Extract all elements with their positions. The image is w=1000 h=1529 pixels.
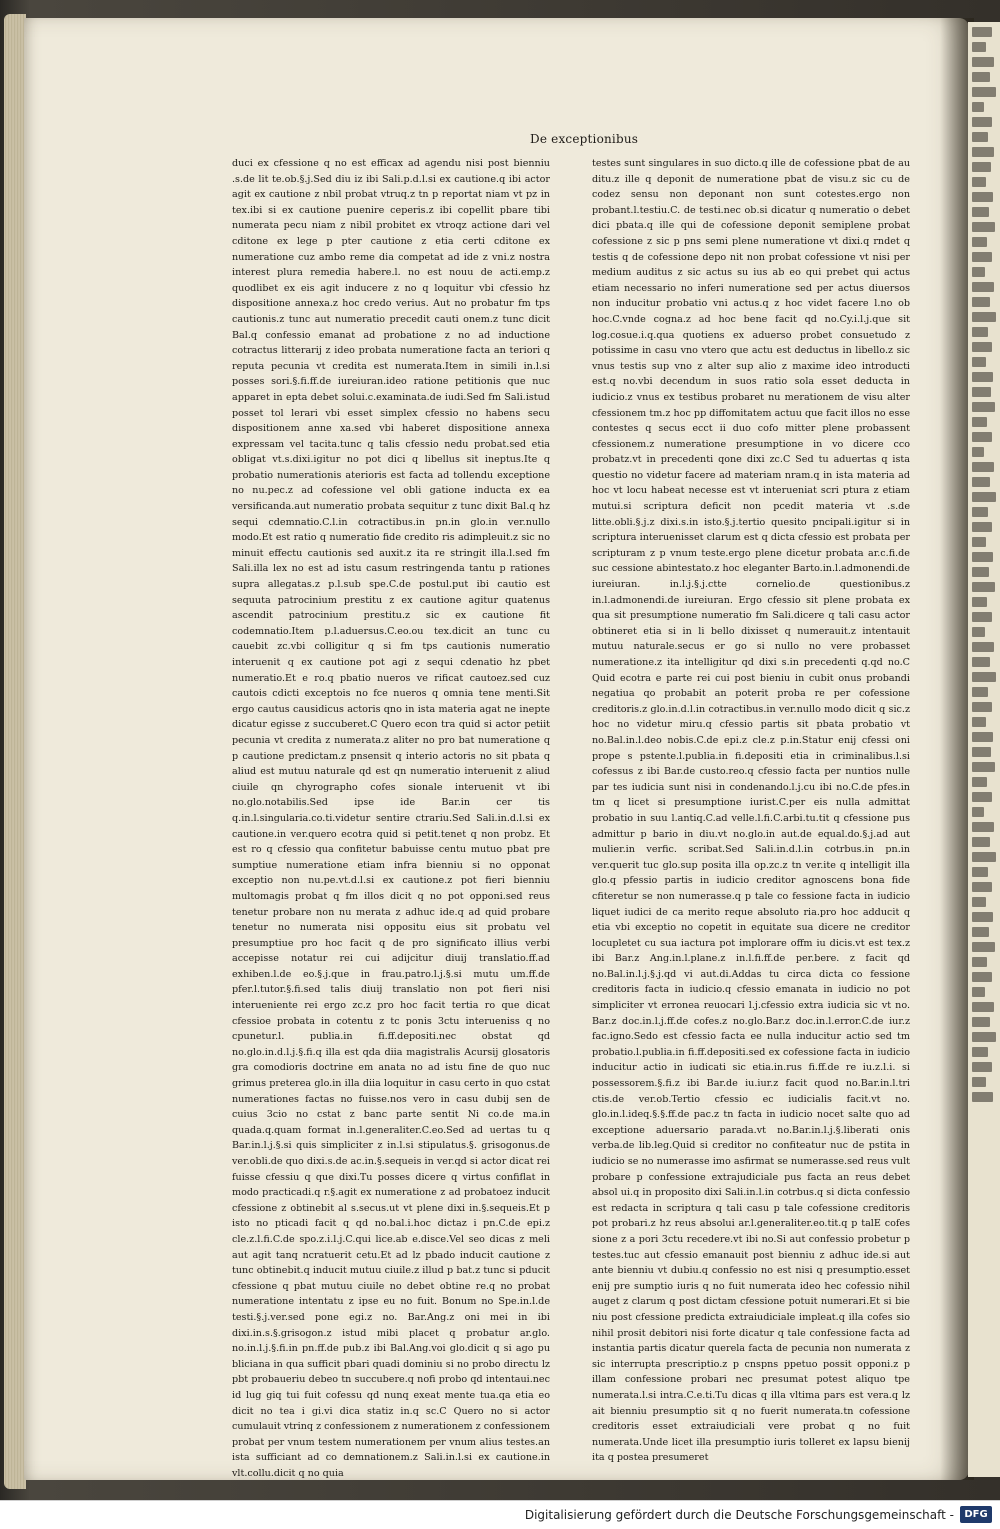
book-page-edges [4, 14, 26, 1489]
text-column-right [592, 156, 910, 1464]
column-left-text: duci ex cfessione q no est efficax ad agendu nisi post bienniu .s.de lit te.ob.§.j.Sed diu iz ibi Sali.p.d.l.si ex cautione.q ibi actor agit ex cautione z nbil probat vtruq.z tn p reportat niam vt pz in tex.ibi si ex cautione puenire ceperis.z ibi copellit pbare tibi numerata pecu niam z nibil probitet ex vtroqz actione dari vel cditone ex lege p pter cautione z etia certi cditone ex numeratione cuz ambo reme dia competat ad ide z vni.z nostra interest plura remedia habere.l. no est nouu de acti.emp.z quodlibet ex eis agit inducere z no q loquitur vbi cfessio hz dispositione annexa.z hoc credo verius. Aut no probatur fm tps cautionis.z tunc aut numeratio precedit cauti onem.z tunc dicit Bal.q confessio emanat ad probatione z no ad inductione cotractus litterarij z ideo probata numeratione facta an teriori q reputa pecunia vt credita est numerata.Item in simili in.l.si posses sori.§.fi.ff.de iureiuran.ideo ratione petitionis que nuc apparet in epta debet solui.c.examinata.de iudi.Sed fm Sali.istud posset tol lerari vbi esset simplex cfessio no habens secu dispositionem anne xa.sed vbi haberet dispositione annexa expressam vel tacita.tunc q talis cfessio nedu probat.sed etia obligat vt.s.dixi.igitur no pot dici q libellus sit ineptus.Ite q probatio numerationis aterioris est facta ad tollendu exceptione no nu.pec.z ad cofessione vel obli gatione inducta ex ea versificanda.aut numeratio probata sequitur z tunc dixit Bal.q hz sequi cdemnatio.C.l.in cotractibus.in pn.in glo.in ver.nullo modo.Et est ratio q numeratio fide credito ris adimpleuit.z sic no minuit effectu cautionis sed auxit.z ita re stringit illa.l.sed fm Sali.illa lex no est ad istu casum restringenda tantu p rationes supra allegatas.z p.l.sub spe.C.de postul.put ibi cautio est sequuta patrocinium prestitu z ex cautione agitur quatenus ascendit patrocinium prestitu.z sic ex cautione fit codemnatio.Item p.l.aduersus.C.eo.ou tex.dicit an tunc cu cauebit zc.vbi colligitur q si fm tps cautionis numeratio interuenit q ex cautione pot agi z sequi cdenatio hz pbet numeratio.Et e ro.q pbatio nueros ve rificat cautoez.sed cuz cautois cdicti exceptois no fce nueros q omnia tene menti.Sit ergo cautus causidicus actoris qno in ista materia agat ne inepte dicatur egisse z succuberet.C Quero econ tra quid si actor petiit pecunia vt credita z numerata.z aliter no pro bat numeratione q p cautione predictam.z pnsensit q interio actoris no sit pbata q aliud est mutuu naturale qd est qn numeratio interuenit z aliud ciuile qn chyrographo cofes sionale interuenit vt ibi no.glo.notabilis.Sed ipse ide Bar.in cer tis q.in.l.singularia.co.ti.videtur sentire ctrariu.Sed Sali.in.d.l.si ex cautione.in ver.quero ecotra quid si petit.tenet q non probz. Et est ro q cfessio qua confitetur babuisse centu mutuo pbat pre sumptiue numeratione etiam infra bienniu si no opponat exceptio non nu.pe.vt.d.l.si ex cautione.z pot fieri bienniu multomagis probat q fm illos dicit q no pot opponi.sed reus tenetur probare non nu merata z adhuc ide.q ad quid probare tenetur no numerata nisi oppositu eius sit probatu vel presumptiue pro hoc facit q de pro significato illius verbi accepisse notatur rei cui adijcitur diuij translatio.ff.ad exhiben.l.de eo.§.j.que in frau.patro.l.j.§.si mutu um.ff.de pfer.l.tutor.§.fi.sed talis diuij translatio non pot fieri nisi interueniente rei ergo zc.z pro hoc facit tertia ro que dicat cfessioe probata in cotentu z tc ponis 3ctu interueniss q no cpunetur.l. publia.in fi.ff.depositi.nec obstat qd no.glo.in.d.l.j.§.fi.q illa est qda diia magistralis Acursij glosatoris gra comodioris doctrine em anata no ad istu fine de quo nuc grimus preterea glo.in illa diia loquitur in casu certo in quo cstat numerationes factas no fuisse.nos vero in casu dubij sen de cuius 3cio no cstat z banc parte sentit Ni co.de ma.in quada.q.quam format in.l.generaliter.C.eo.Sed ad uertas tu q Bar.in.l.j.§.si quis simpliciter z in.l.si stipulatus.§. grisogonus.de ver.obli.de quo dixi.s.de ac.in.§.sequeis in ver.qd si actor dicat rei fuisse cfessiu q que dixi.Tu posses dicere q virtus confiflat in modo practicadi.q r.§.agit ex numeratione z ad probatoez inducit cfessione z obtinebit al s.secus.ut vt plene dixi in.§.sequeis.Et p isto no pticadi facit q qd no.bal.i.hoc dictaz i pn.C.de epi.z cle.z.l.fi.C.de spo.z.i.l.j.C.qui lice.ab e.disce.Vel seo dicas z meli aut agit tanq ncratuerit cetu.Et ad lz pbado inducit cautione z tunc obtinebit.q inducit mutuu ciuile.z illud p bat.z tunc si pducit cfessione q pbat mutuu ciuile no debet obtine re.q no probat numeratione intentatu z ipse eu no fuit. Bonum no Spe.in.l.de testi.§.j.ver.sed pone egi.z no. Bar.Ang.z oni mei in ibi dixi.in.s.§.grisogon.z istud mibi placet q probatur ar.glo. no.in.l.j.§.fi.in pn.ff.de pub.z ibi Bal.Ang.voi glo.dicit q si ago pu bliciana in qua sufficit pbari quadi dominiu si no probo directu lz pbt probaueriu debeo tn succubere.q nofi probo qd intentaui.nec id lug giq tui fuit cofessu qd nunq exeat mente tua.qa etia eo dicit no tea i gi.vi dica statiz in.q sc.C Quero no si actor cumulauit vtrinq z confessionem z numerationem z confessionem probat per vnum testem numerationem per vnum alius testes.an ista sufficiant ad co demnationem.z Sali.in.l.si ex cautione.in vlt.collu.dicit q no quia [232, 158, 550, 1479]
column-right-text: testes sunt singulares in suo dicto.q ille de cofessione pbat de au ditu.z ille q deponit de numeratione pbat de visu.z sic cu de codez sensu non deponant non sunt cotestes.ergo non probant.l.testiu.C. de testi.nec ob.si dicatur q numeratio o debet dici pbata.q ille qui de cofessione deponit semiplene probat cofessione z sic p pns semi plene numeratione vt dixi.q rndet q testis q de cofessione depo nit non probat cofessione vt nisi per medium auditus z sic actus su ius ab eo qui prebet qui actus etiam necessario no inferi numeratione sed per actus diuersos non inducitur probatio vni actus.q z hoc videt facere l.no ob hoc.C.vnde cogna.z ad hoc bene facit qd no.Cy.i.l.j.que sit log.cosue.i.q.qua quotiens ex aduerso probet consuetudo z potissime in casu vno vtero que actu est deductus in libello.z sic vnus testis sup vno z alter sup alio z maxime ideo introducti est.q no.vbi decendum in suos ratio sola esset deducta in iudicio.z vnus ex testibus probaret nu merationem de visu alter cfessionem tm.z hoc pp diffomitatem actuu que facit illos no esse contestes q secus ecct ii duo cofo mitter plene probassent cfessionem.z numeratione presumptione in vo dicere cco probatz.vt in precedenti qone dixi zc.C Sed tu aduertas q ista questio no videtur facere ad materiam nram.q in ista materia ad hoc vt locu habeat necesse est vt interueniat scri ptura z etiam mutui.si scriptura deficit non pcedit materia vt .s.de litte.obli.§.j.z dixi.s.in isto.§.j.tertio quesito pncipali.igitur si in scriptura interuenisset clarum est q dicta cfessio est probata per scripturam z p vnum teste.ergo plene dicetur probata ar.c.fi.de suc cessione abintestato.z hoc eleganter Barto.in.l.admonendi.de iureiuran. in.l.j.§.j.ctte cornelio.de questionibus.z in.l.admonendi.de iureiuran. Ergo cfessio sit plene probata ex qua sit presumptione numeratio fm Sali.dicere q tali casu actor obtineret etia si in li bello dixisset q numerauit.z intentauit mutuu naturale.secus er go si nullo no vere probasset numeratione.z ita intelligitur qd dixi s.in precedenti q.qd no.C Quid ecotra e parte rei cui post bieniu in cubit onus probandi negatiua qo probabit an poterit proba re per cofessione creditoris.z glo.in.d.l.in cotractibus.in ver.nullo modo dicit q sic.z hoc no videtur miru.q cfessio partis sit pbata probatio vt no.Bal.in.l.deo nobis.C.de epi.z cle.z p.in.Statur enij cfessi oni prope s pstente.l.publia.in fi.depositi etia in criminalibus.l.si cofessus z ibi Bar.de custo.reo.q cfessio facta per nuntios nulle par tes iudicia sunt nisi in condenando.l.j.cu ibi no.C.de pfes.in tm q licet si presumptione iurist.C.per eis nulla admittat probatio in suu l.antiq.C.ad velle.l.fi.C.arbi.tu.tit q cfessione pus admittur p bario in diu.vt no.glo.in aut.de equal.do.§.j.ad aut mulier.in verfic. scribat.Sed Sali.in.d.l.in cotrbus.in pn.in ver.querit tuc glo.sup posita illa op.zc.z tn ver.ite q intelligit illa glo.q pfessio partis in iudicio creditor agnoscens bona fide cfiteretur se non numerasse.q p tale co fessione facta in iudicio liquet iudici de ca merito reque absoluto ria.pro hoc adducit q etia vbi exceptio no copetit in equitate sua dicere ne creditor locupletet cu sua iactura pot implorare offm iu dicis.vt est tex.z ibi Bar.z Ang.in.l.plane.z in.l.fi.ff.de per.bere. z facit qd no.Bal.in.l.j.§.j.qd vi aut.di.Addas tu circa dicta co fessione creditoris facta in iudicio.q cfessio emanata in iudicio no pot simpliciter vt erronea reuocari l.j.cfessio extra iudicia sic vt no. Bar.z doc.in.l.j.ff.de cofes.z no.glo.Bar.z doc.in.l.error.C.de iur.z fac.igno.Sedo est cfessio facta ee nulla inducitur actio sed tm probatio.l.publia.in fi.ff.depositi.sed ex cofessione facta in iudicio inducitur actio in iudicati sic etia.in.rus fi.ff.de re iu.z.l.i. si possessorem.§.fi.z ibi Bar.de iu.iur.z facit quod no.Bar.in.l.tri ctis.de ver.ob.Tertio cfessio ec iudicialis facit.vt no. glo.in.l.ideq.§.§.ff.de pac.z tn facta in iudicio nocet salte quo ad exceptione aduersario parada.vt no.Bar.in.l.j.§.liberati onis verba.de lib.leg.Quid si creditor no confiteatur nuc de pstita in iudicio se no numerasse imo asfirmat se numerasse.sed reus vult probare p confessione extrajudiciale pus facta an reus debet absol ui.q in proposito dixi Sali.in.l.in cotrbus.q si dicta confessio est redacta in scriptura q tali casu p tale cofessione creditoris pot probari.z hz reus absolui ar.l.generaliter.eo.tit.q p talE cofes sione z a pori 3ctu recedere.vt ibi no.Si aut confessio probetur p testes.tuc aut cfessio emanauit post bienniu z adhuc ide.si aut ante bienniu vt dubiu.q confessio no est nisi q presumptio.esset enij pre sumptio iuris q no fuit numerata ideo hec cofessio nihil auget z clarum q post dictam cfessione potuit numerari.Et si bie niu post cfessione predicta extraiudiciale impleat.q illa cofes sio nihil prosit debitori nisi forte dicatur q tale confessione facta ad instantia partis dicatur querela facta de pecunia non numerata z sic interrupta prescriptio.z p cnspns ppetuo possit opponi.z p illam confessione probari nec presumat potest aliquo tpe numerata.l.si intra.C.e.ti.Tu dicas q illa vltima pars est vera.q lz ait bienniu presumptio sit q no fuerit numerata.tn cofessione creditoris esset extraiudiciali vere probat q no fuit numerata.Unde licet illa presumptio iuris tolleret ex lapsu bienij ita q postea presumeret [592, 158, 910, 1464]
funding-notice: Digitalisierung gefördert durch die Deutsche Forschungsgemeinschaft - [524, 1508, 954, 1522]
dfg-logo-icon: DFG [960, 1506, 992, 1523]
text-column-left [232, 156, 550, 1479]
footer-bar [0, 1500, 1000, 1529]
running-head: De exceptionibus [530, 132, 639, 146]
adjacent-page-edge [968, 22, 1000, 1477]
